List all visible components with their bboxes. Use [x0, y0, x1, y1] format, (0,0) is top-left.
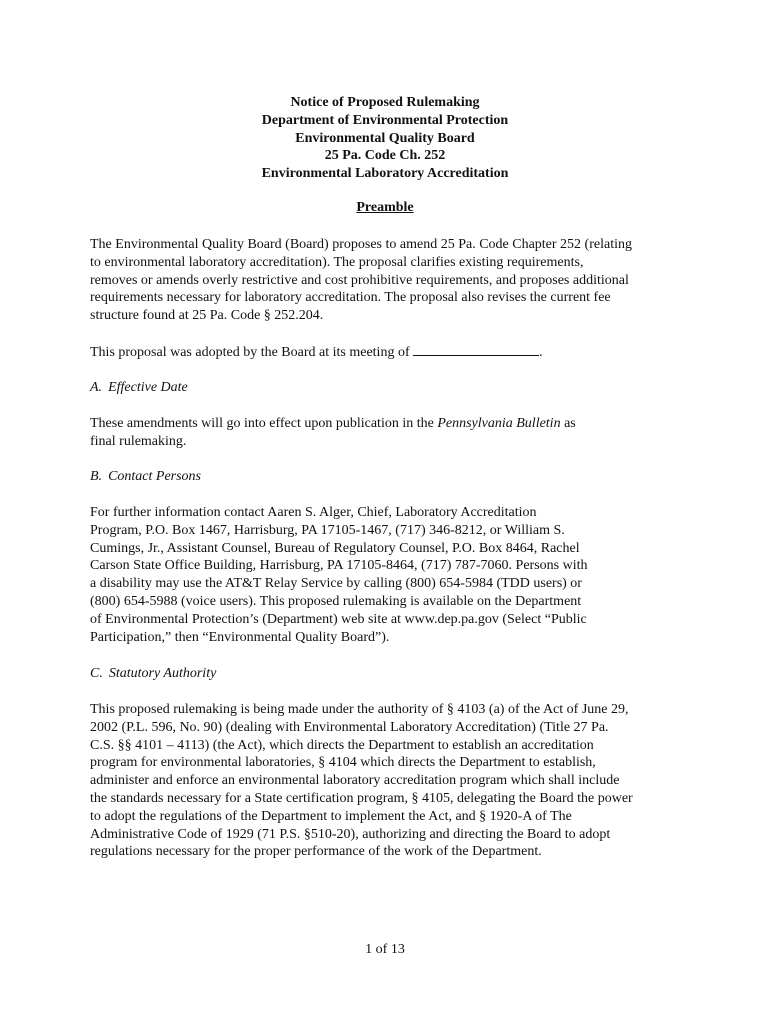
- intro-paragraph: [90, 236, 690, 325]
- section-title: Statutory Authority: [108, 666, 217, 681]
- section-c-paragraph: [90, 701, 690, 861]
- paragraph-line: Participation,” then “Environmental Quality Board”).: [90, 629, 390, 645]
- paragraph-line: the standards necessary for a State certification program, § 4105, delegating the Board the power: [90, 790, 633, 806]
- paragraph-line: (800) 654-5988 (voice users). This proposed rulemaking is available on the Department: [90, 593, 582, 609]
- paragraph-line: Cumings, Jr., Assistant Counsel, Bureau of Regulatory Counsel, P.O. Box 8464, Rachel: [90, 540, 580, 556]
- preamble-heading: Preamble: [356, 200, 414, 215]
- title-line: Notice of Proposed Rulemaking: [290, 95, 480, 110]
- section-b-heading: [90, 469, 201, 485]
- text-run: as: [560, 416, 576, 431]
- paragraph-line: The Environmental Quality Board (Board) proposes to amend 25 Pa. Code Chapter 252 (relating: [90, 237, 632, 252]
- section-title: Effective Date: [108, 380, 188, 395]
- adopted-text: This proposal was adopted by the Board at its meeting of: [90, 345, 414, 360]
- text-run: These amendments will go into effect upon publication in the: [90, 416, 438, 431]
- document-title-block: [0, 94, 770, 183]
- section-letter: A.: [90, 380, 103, 395]
- page-number: 1 of 13: [365, 942, 405, 957]
- paragraph-line: [90, 343, 690, 362]
- paragraph-line: removes or amends overly restrictive and cost prohibitive requirements, and proposes additional: [90, 272, 629, 288]
- section-letter: B.: [90, 469, 103, 484]
- section-a-heading: [90, 380, 188, 396]
- paragraph-line: structure found at 25 Pa. Code § 252.204.: [90, 308, 324, 324]
- paragraph-line: Program, P.O. Box 1467, Harrisburg, PA 17105-1467, (717) 346-8212, or William S.: [90, 522, 565, 538]
- paragraph-line: program for environmental laboratories, § 4104 which directs the Department to establish,: [90, 755, 596, 771]
- section-letter: C.: [90, 666, 103, 681]
- section-a-paragraph: [90, 415, 690, 451]
- paragraph-line: For further information contact Aaren S. Alger, Chief, Laboratory Accreditation: [90, 505, 537, 520]
- paragraph-line: [90, 415, 690, 433]
- paragraph-line: C.S. §§ 4101 – 4113) (the Act), which directs the Department to establish an accreditation: [90, 737, 594, 753]
- paragraph-line: final rulemaking.: [90, 433, 187, 449]
- section-b-paragraph: [90, 504, 690, 646]
- title-line: Environmental Laboratory Accreditation: [261, 166, 509, 182]
- paragraph-line: regulations necessary for the proper performance of the work of the Department.: [90, 844, 542, 860]
- adopted-suffix: .: [539, 345, 543, 360]
- meeting-date-blank: [413, 343, 539, 356]
- title-line: Department of Environmental Protection: [261, 112, 509, 128]
- paragraph-line: to adopt the regulations of the Department to implement the Act, and § 1920-A of The: [90, 808, 572, 824]
- paragraph-line: 2002 (P.L. 596, No. 90) (dealing with Environmental Laboratory Accreditation) (Title 27 Pa.: [90, 719, 609, 735]
- paragraph-line: requirements necessary for laboratory accreditation. The proposal also revises the current fee: [90, 290, 611, 306]
- section-c-heading: [90, 666, 216, 682]
- paragraph-line: a disability may use the AT&T Relay Service by calling (800) 654-5984 (TDD users) or: [90, 576, 582, 592]
- paragraph-line: This proposed rulemaking is being made under the authority of § 4103 (a) of the Act of June 29,: [90, 702, 629, 717]
- paragraph-line: administer and enforce an environmental laboratory accreditation program which shall include: [90, 773, 620, 789]
- paragraph-line: Administrative Code of 1929 (71 P.S. §510-20), authorizing and directing the Board to adopt: [90, 826, 611, 842]
- title-line: 25 Pa. Code Ch. 252: [324, 148, 446, 164]
- adopted-paragraph: [90, 343, 690, 362]
- publication-name: Pennsylvania Bulletin: [437, 416, 561, 431]
- paragraph-line: Carson State Office Building, Harrisburg, PA 17105-8464, (717) 787-7060. Persons with: [90, 558, 588, 574]
- section-title: Contact Persons: [108, 469, 202, 484]
- paragraph-line: of Environmental Protection’s (Department) web site at www.dep.pa.gov (Select “Public: [90, 611, 587, 627]
- title-line: Environmental Quality Board: [295, 130, 475, 146]
- paragraph-line: to environmental laboratory accreditation). The proposal clarifies existing requirements,: [90, 254, 584, 270]
